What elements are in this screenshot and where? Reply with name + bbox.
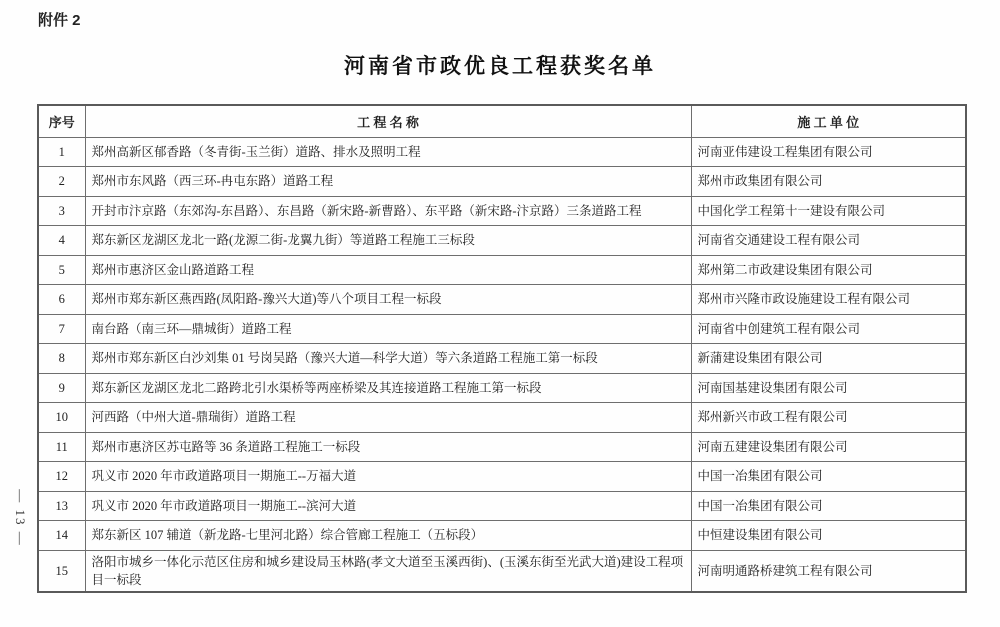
row-construction-unit: 河南亚伟建设工程集团有限公司 [691, 137, 966, 167]
header-serial-number: 序号 [38, 105, 85, 137]
row-project-name: 郑东新区龙湖区龙北一路(龙源二街-龙翼九街）等道路工程施工三标段 [85, 226, 691, 256]
row-serial-number: 8 [38, 344, 85, 374]
row-construction-unit: 郑州新兴市政工程有限公司 [691, 403, 966, 433]
row-project-name: 郑州高新区郁香路（冬青街-玉兰街）道路、排水及照明工程 [85, 137, 691, 167]
table-body [38, 137, 966, 592]
row-construction-unit: 河南五建建设集团有限公司 [691, 432, 966, 462]
row-serial-number: 12 [38, 462, 85, 492]
row-construction-unit: 新蒲建设集团有限公司 [691, 344, 966, 374]
row-construction-unit: 中国化学工程第十一建设有限公司 [691, 196, 966, 226]
row-serial-number: 3 [38, 196, 85, 226]
header-project-name: 工 程 名 称 [85, 105, 691, 137]
row-serial-number: 6 [38, 285, 85, 315]
table-row [38, 373, 966, 403]
row-construction-unit: 河南省中创建筑工程有限公司 [691, 314, 966, 344]
row-serial-number: 5 [38, 255, 85, 285]
row-construction-unit: 河南省交通建设工程有限公司 [691, 226, 966, 256]
row-project-name: 郑州市郑东新区燕西路(凤阳路-豫兴大道)等八个项目工程一标段 [85, 285, 691, 315]
row-serial-number: 14 [38, 521, 85, 551]
row-project-name: 郑州市郑东新区白沙刘集 01 号岗吴路（豫兴大道—科学大道）等六条道路工程施工第一标段 [85, 344, 691, 374]
row-serial-number: 2 [38, 167, 85, 197]
row-serial-number: 15 [38, 550, 85, 592]
table-row [38, 491, 966, 521]
page-number: — 13 — [13, 489, 28, 547]
row-project-name: 洛阳市城乡一体化示范区住房和城乡建设局玉林路(孝文大道至玉溪西街)、(玉溪东街至光武大道)建设工程项目一标段 [85, 550, 691, 592]
table-row [38, 314, 966, 344]
row-serial-number: 1 [38, 137, 85, 167]
attachment-label: 附件 2 [38, 12, 81, 29]
table-row [38, 521, 966, 551]
row-project-name: 郑州市惠济区苏屯路等 36 条道路工程施工一标段 [85, 432, 691, 462]
page-title: 河南省市政优良工程获奖名单 [344, 55, 656, 78]
table-row [38, 462, 966, 492]
row-project-name: 河西路（中州大道-鼎瑞街）道路工程 [85, 403, 691, 433]
table-header [38, 105, 966, 137]
row-construction-unit: 河南国基建设集团有限公司 [691, 373, 966, 403]
row-construction-unit: 中国一冶集团有限公司 [691, 462, 966, 492]
table-row [38, 196, 966, 226]
header-construction-unit: 施 工 单 位 [691, 105, 966, 137]
row-serial-number: 10 [38, 403, 85, 433]
table-row [38, 550, 966, 592]
header-row [38, 105, 966, 137]
row-project-name: 郑东新区 107 辅道（新龙路-七里河北路）综合管廊工程施工（五标段） [85, 521, 691, 551]
row-project-name: 巩义市 2020 年市政道路项目一期施工--万福大道 [85, 462, 691, 492]
table-row [38, 403, 966, 433]
row-construction-unit: 郑州市政集团有限公司 [691, 167, 966, 197]
table-row [38, 285, 966, 315]
row-project-name: 郑州市东风路（西三环-冉屯东路）道路工程 [85, 167, 691, 197]
row-project-name: 开封市汴京路（东郊沟-东昌路）、东昌路（新宋路-新曹路）、东平路（新宋路-汴京路）三条道路工程 [85, 196, 691, 226]
table-row [38, 255, 966, 285]
row-project-name: 巩义市 2020 年市政道路项目一期施工--滨河大道 [85, 491, 691, 521]
row-project-name: 郑州市惠济区金山路道路工程 [85, 255, 691, 285]
table-row [38, 344, 966, 374]
row-construction-unit: 郑州市兴隆市政设施建设工程有限公司 [691, 285, 966, 315]
row-project-name: 南台路（南三环—鼎城街）道路工程 [85, 314, 691, 344]
table-row [38, 137, 966, 167]
table-row [38, 226, 966, 256]
row-construction-unit: 中国一冶集团有限公司 [691, 491, 966, 521]
row-serial-number: 7 [38, 314, 85, 344]
row-project-name: 郑东新区龙湖区龙北二路跨北引水渠桥等两座桥梁及其连接道路工程施工第一标段 [85, 373, 691, 403]
row-serial-number: 13 [38, 491, 85, 521]
row-serial-number: 9 [38, 373, 85, 403]
row-construction-unit: 中恒建设集团有限公司 [691, 521, 966, 551]
award-table [37, 104, 967, 593]
row-construction-unit: 河南明通路桥建筑工程有限公司 [691, 550, 966, 592]
table-row [38, 167, 966, 197]
row-serial-number: 4 [38, 226, 85, 256]
row-serial-number: 11 [38, 432, 85, 462]
table-row [38, 432, 966, 462]
row-construction-unit: 郑州第二市政建设集团有限公司 [691, 255, 966, 285]
